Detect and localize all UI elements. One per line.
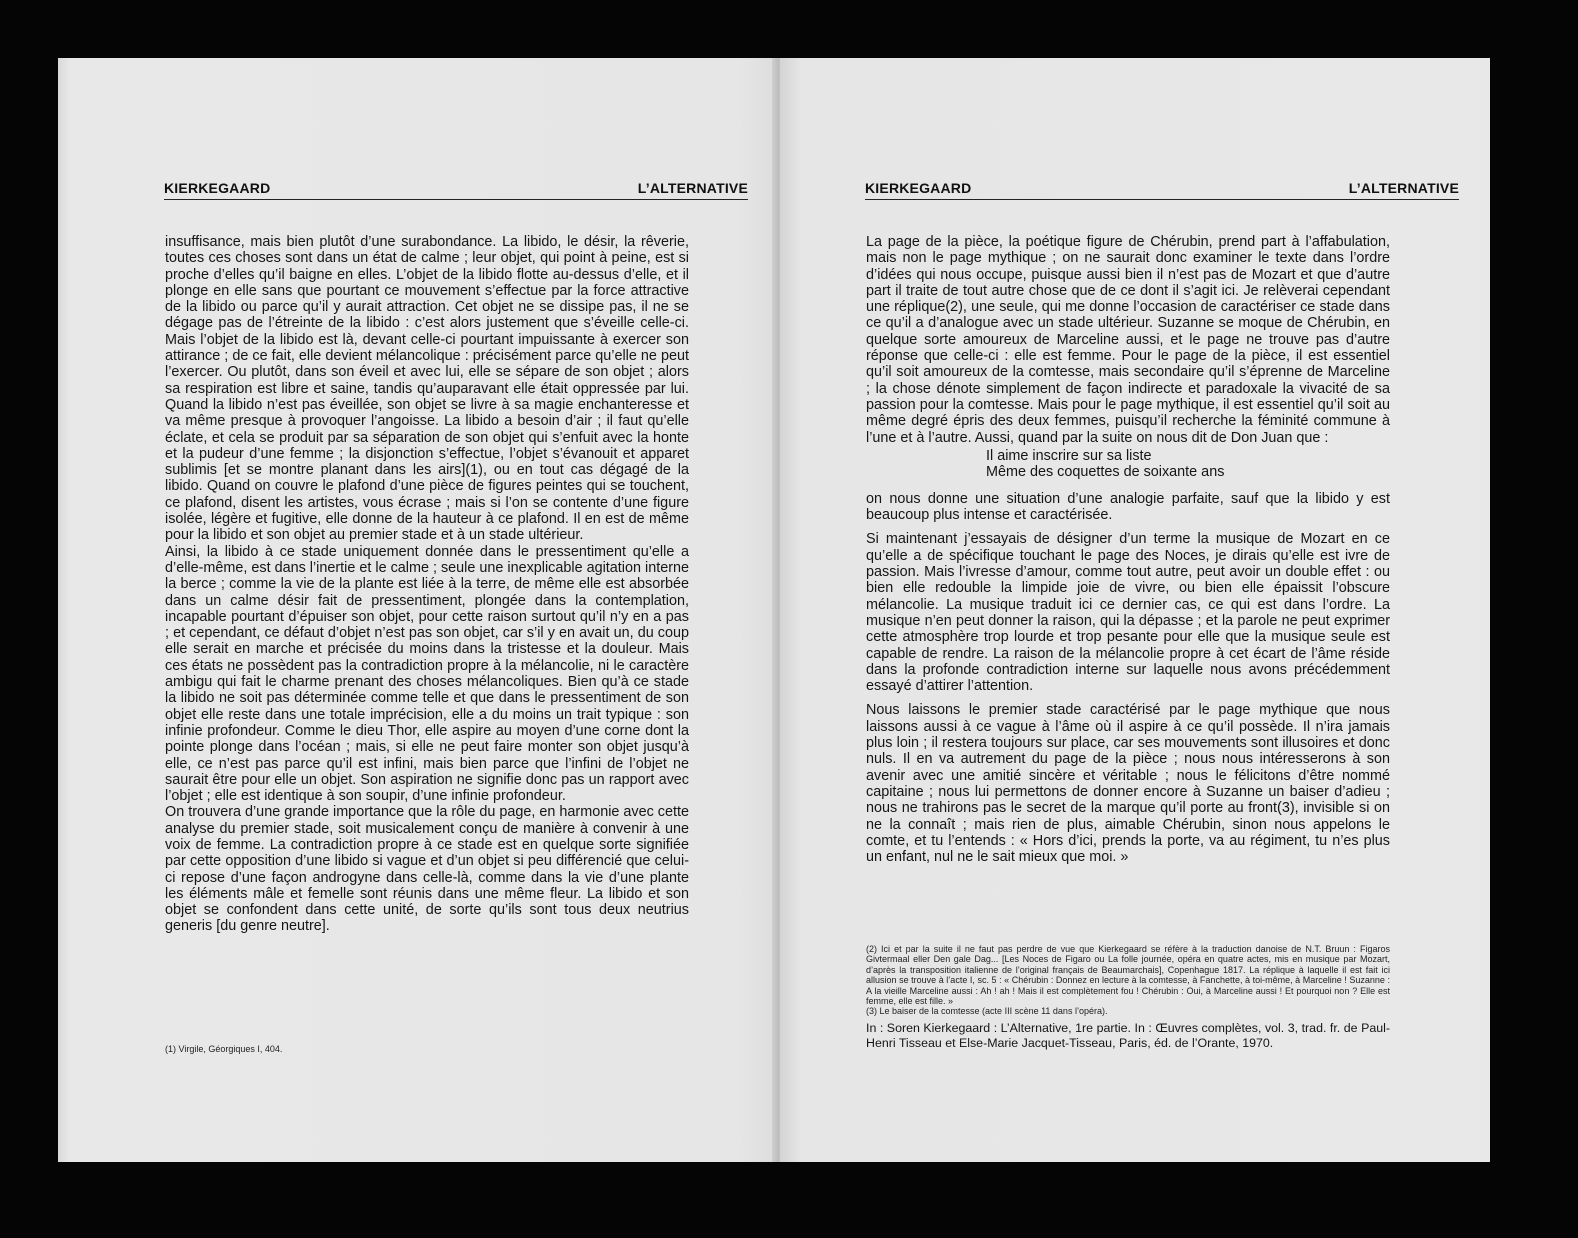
left-text-column [165,234,689,935]
paragraph: Nous laissons le premier stade caractérisé par le page mythique que nous laissons aussi à ce vague à l’âme où il aspire à ce qu’il possède. Il n’ira jamais plus loin ; il restera toujours sur place, car ses mouvements sont illusoires et donc nuls. Il en va autrement du page de la pièce ; nous nous intéresserons à son avenir avec une amitié sincère et véritable ; nous le félicitons d’être nommé capitaine ; nous lui permettons de donner encore à Suzanne un baiser d’adieu ; nous ne trahirons pas le secret de la marque qu’il porte au front(3), invisible si on ne la connaît ; mais rien de plus, aimable Chérubin, sinon nous appelons le comte, et tu l’entends : « Hors d’ici, prends la porte, va au régiment, tu n’es plus un enfant, nul ne le sait mieux que moi. » [866,702,1390,866]
right-text-column [866,234,1390,865]
verse-line: Même des coquettes de soixante ans [986,464,1225,481]
header-title: L’ALTERNATIVE [1348,180,1459,196]
paragraph: Si maintenant j’essayais de désigner d’un terme la musique de Mozart en ce qu’elle a de spécifique touchant le page des Noces, je dirais qu’elle est ivre de passion. Mais l’ivresse d’amour, comme tout autre, peut avoir un double effet : ou bien elle redouble la limpide joie de vivre, ou bien elle épaissit l’obscure mélancolie. La musique traduit ici ce dernier cas, ce qui est dans l’ordre. La musique n’en peut donner la raison, qui la dépasse ; et la parole ne peut exprimer cette atmosphère trop lourde et trop pesante pour elle que la musique seule est capable de rendre. La raison de la mélancolie propre à cet écart de l’âme réside dans la profonde contradiction interne sur laquelle nous avons précédemment essayé d’attirer l’attention. [866,531,1390,695]
left-page [58,58,780,1162]
footnote: (2) Ici et par la suite il ne faut pas perdre de vue que Kierkegaard se réfère à la traduction danoise de N.T. Bruun : Figaros Givtermaal eller Den gale Dag... [Les Noces de Figaro ou La folle journée, opéra en quatre actes, mis en musique par Mozart, d’après la transposition italienne de l’original français de Beaumarchais], Copenhague 1817. La réplique à laquelle il est fait ici allusion se trouve à l’acte I, sc. 5 : « Chérubin : Donnez en lecture à la comtesse, à Fanchette, à toi-même, à Marceline ! Suzanne : A la vieille Marceline aussi : Ah ! ah ! Mais il est complètement fou ! Chérubin : Oui, à Marceline aussi ! Et pourquoi non ? Elle est femme, elle est fille. » [866,944,1390,1007]
header-title: L’ALTERNATIVE [637,180,748,196]
paragraph: La page de la pièce, la poétique figure de Chérubin, prend part à l’affabulation, mais non le page mythique ; on ne saurait donc examiner le texte dans l’ordre d’idées qui nous occupe, puisque aussi bien il n’est pas de Mozart et que d’autre part il traite de tout autre chose que de ce dont il s’agit ici. Je relèverai cependant une réplique(2), une seule, qui me donne l’occasion de caractériser ce stade dans ce qu’il a d’analogue avec un stade ultérieur. Suzanne se moque de Chérubin, en quelque sorte amoureux de Marceline aussi, et le page ne trouve pas d’autre réponse que celle-ci : elle est femme. Pour le page de la pièce, il est essentiel qu’il soit amoureux de la comtesse, mais secondaire qu’il s’éprenne de Marceline ; la chose dénote simplement de façon indirecte et paradoxale la vivacité de sa passion pour la comtesse. Mais pour le page mythique, il est essentiel qu’il soit au même degré épris des deux femmes, puisqu’il recherche la féminité commune à l’une et à l’autre. Aussi, quand par la suite on nous dit de Don Juan que : [866,234,1390,446]
footnotes [866,944,1390,1017]
footnote: (1) Virgile, Géorgiques I, 404. [165,1044,283,1054]
right-page [780,58,1490,1162]
header-author: KIERKEGAARD [865,180,972,196]
running-header [865,179,1459,200]
paragraph: insuffisance, mais bien plutôt d’une surabondance. La libido, le désir, la rêverie, toutes ces choses sont dans un état de calme ; leur objet, qui point à peine, est si proche d’elles qu’il baigne en elles. L’objet de la libido flotte au-dessus d’elle, et il plonge en elle sans que pourtant ce mouvement s’effectue par la force attractive de la libido ou parce qu’il y aurait attraction. Cet objet ne se dissipe pas, il ne se dégage pas de l’étreinte de la libido : c’est alors justement que s’éveille celle-ci. Mais l’objet de la libido est là, devant celle-ci pourtant impuissante à exercer son attirance ; de ce fait, elle devient mélancolique : précisément parce qu’elle ne peut l’exercer. Ou plutôt, dans son éveil et avec lui, elle se sépare de son objet ; alors sa respiration est libre et saine, tandis qu’auparavant elle était oppressée par lui. Quand la libido n’est pas éveillée, son objet se livre à sa magie enchanteresse et va même presque à provoquer l’angoisse. La libido a besoin d’air ; il faut qu’elle éclate, et cela se produit par sa séparation de son objet qui s’enfuit avec la honte et la pudeur d’une femme ; la disjonction s’effectue, l’objet s’évanouit et apparet sublimis [et se montre planant dans les airs](1), ou en tout cas dégagé de la libido. Quand on couvre le plafond d’une pièce de figures peintes qui se touchent, ce plafond, disent les artistes, vous écrase ; mais si l’on se contente d’une figure isolée, légère et fugitive, elle donne de la hauteur à ce plafond. Il en est de même pour la libido et son objet au premier stade et à un stade ultérieur. [165,234,689,544]
paragraph: Ainsi, la libido à ce stade uniquement donnée dans le pressentiment qu’elle a d’elle-même, est dans l’inertie et le calme ; seule une inexplicable agitation interne la berce ; comme la vie de la plante est liée à la terre, de même elle est absorbée dans un calme désir fait de pressentiment, plongée dans la contemplation, incapable pourtant d’épuiser son objet, pour cette raison surtout qu’il n’y en a pas ; et cependant, ce défaut d’objet n’est pas son objet, car s’il y en avait un, du coup elle serait en marche et précisée du moins dans la tristesse et la douleur. Mais ces états ne possèdent pas la contradiction propre à la mélancolie, ni le caractère ambigu qui fait le charme prenant des choses mélancoliques. Bien qu’à ce stade la libido ne soit pas déterminée comme telle et que dans le pressentiment de son objet elle reste dans une totale imprécision, elle a du moins un trait typique : son infinie profondeur. Comme le dieu Thor, elle aspire au moyen d’une corne dont la pointe plonge dans l’océan ; mais, si elle ne peut faire monter son objet jusqu’à elle, ce n’est pas parce qu’il est infini, mais bien parce que l’infini de l’objet ne saurait être pour elle un objet. Son aspiration ne signifie donc pas un rapport avec l’objet ; elle est identique à son soupir, d’une infinie profondeur. [165,543,689,805]
verse-quote [866,448,1390,481]
source-citation: In : Soren Kierkegaard : L’Alternative, 1re partie. In : Œuvres complètes, vol. 3, trad. fr. de Paul-Henri Tisseau et Else-Marie Jacquet-Tisseau, Paris, éd. de l’Orante, 1970. [866,1021,1390,1050]
header-author: KIERKEGAARD [164,180,271,196]
running-header [164,179,748,200]
verse-line: Il aime inscrire sur sa liste [986,447,1152,464]
paragraph: on nous donne une situation d’une analogie parfaite, sauf que la libido y est beaucoup plus intense et caractérisée. [866,490,1390,524]
footnote: (3) Le baiser de la comtesse (acte III scène 11 dans l’opéra). [866,1006,1108,1017]
paragraph: On trouvera d’une grande importance que la rôle du page, en harmonie avec cette analyse du premier stade, soit musicalement conçu de manière à convenir à une voix de femme. La contradiction propre à ce stade est en quelque sorte signifiée par cette opposition d’une libido si vague et d’un objet si peu différencié que celui-ci repose d’une façon androgyne dans celle-là, comme dans la vie d’une plante les éléments mâle et femelle sont réunis dans une même fleur. La libido et son objet se confondent dans cette unité, de sorte qu’ils sont tous deux neutrius generis [du genre neutre]. [165,804,689,935]
